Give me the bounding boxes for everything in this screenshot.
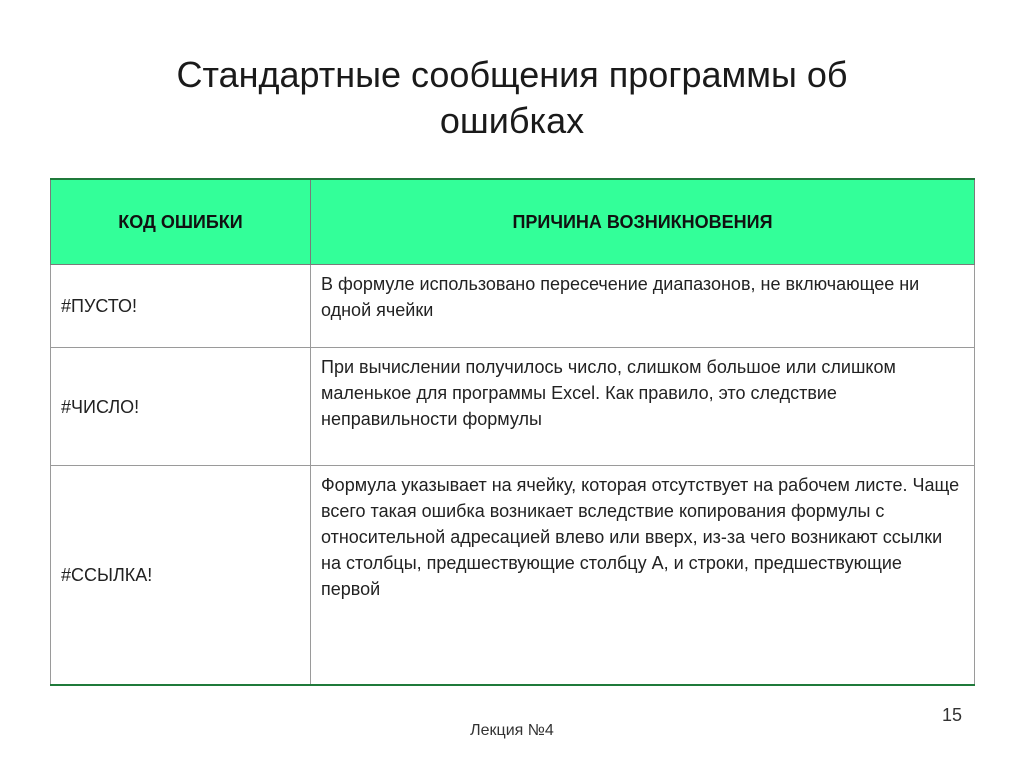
slide-title (60, 52, 964, 144)
table-header-row (51, 179, 975, 265)
table-row (51, 348, 975, 466)
header-reason: ПРИЧИНА ВОЗНИКНОВЕНИЯ (311, 179, 975, 265)
error-code-cell: #ЧИСЛО! (51, 348, 311, 466)
error-codes-table (50, 178, 975, 686)
reason-cell: Формула указывает на ячейку, которая отсутствует на рабочем листе. Чаще всего такая ошибка возникает вследствие копирования формулы с относительной адресацией влево или вверх, из-за чего возникают ссылки на столбцы, предшествующие столбцу А, и строки, предшествующие первой (311, 466, 975, 686)
slide-title-line1: Стандартные сообщения программы об (176, 54, 848, 95)
error-code-cell: #ПУСТО! (51, 265, 311, 348)
table-row (51, 265, 975, 348)
slide-footer: Лекция №4 (470, 722, 554, 739)
error-code-cell: #ССЫЛКА! (51, 466, 311, 686)
reason-cell: При вычислении получилось число, слишком большое или слишком маленькое для программы Excel. Как правило, это следствие неправильности формулы (311, 348, 975, 466)
header-error-code: КОД ОШИБКИ (51, 179, 311, 265)
page-number: 15 (941, 705, 962, 725)
slide-title-line2: ошибках (439, 100, 585, 141)
table-row (51, 466, 975, 686)
reason-cell: В формуле использовано пересечение диапазонов, не включающее ни одной ячейки (311, 265, 975, 348)
